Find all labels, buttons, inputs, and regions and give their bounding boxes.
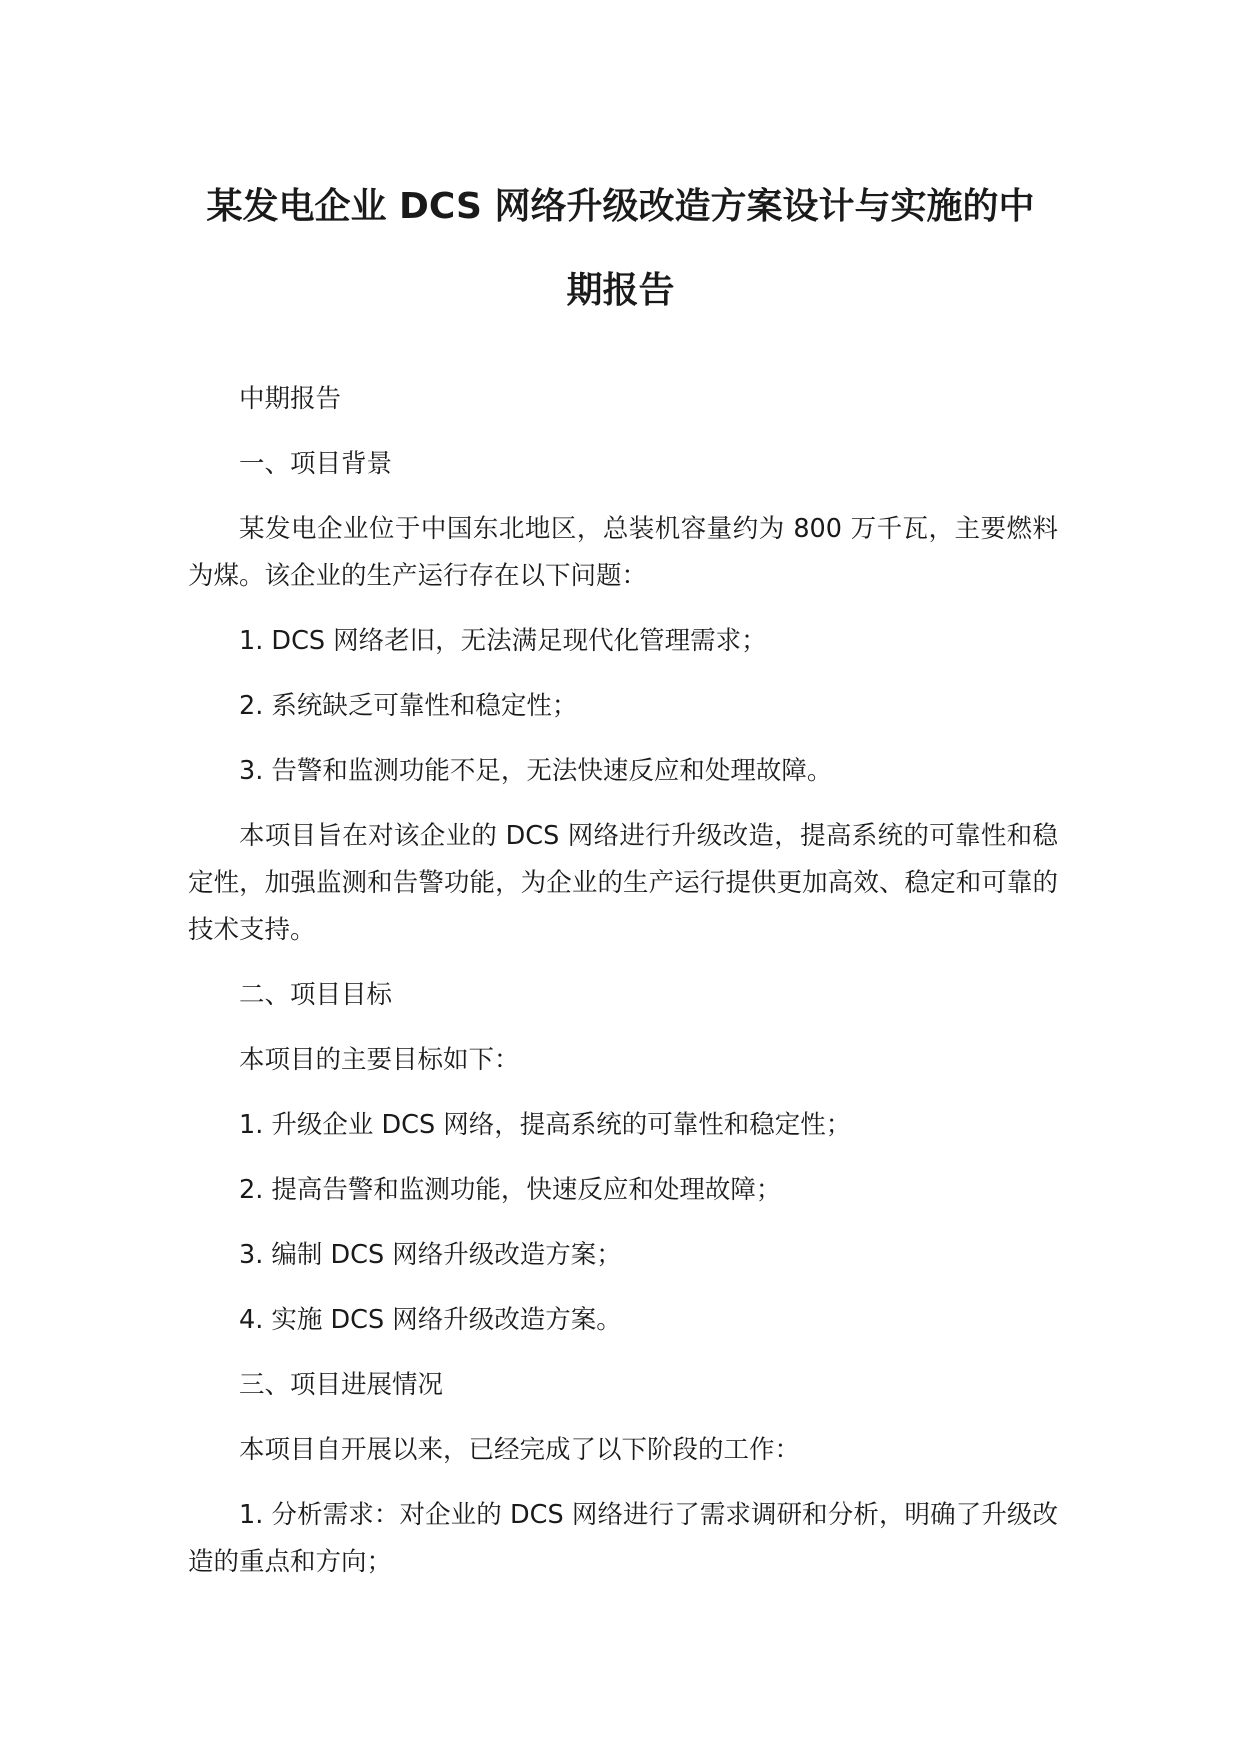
title-line-2: 期报告 [566,270,675,311]
list-item-progress-1: 1. 分析需求：对企业的 DCS 网络进行了需求调研和分析，明确了升级改造的重点和方向； [188,1500,1058,1577]
heading-project-background: 一、项目背景 [239,449,393,479]
list-item-goal-2: 2. 提高告警和监测功能，快速反应和处理故障； [239,1175,782,1205]
paragraph-background: 某发电企业位于中国东北地区，总装机容量约为 800 万千瓦，主要燃料为煤。该企业的生产运行存在以下问题： [188,514,1058,591]
paragraph-report-label: 中期报告 [239,384,342,414]
list-item-problem-3: 3. 告警和监测功能不足，无法快速反应和处理故障。 [239,756,833,786]
paragraph-project-purpose: 本项目旨在对该企业的 DCS 网络进行升级改造，提高系统的可靠性和稳定性，加强监测和告警功能，为企业的生产运行提供更加高效、稳定和可靠的技术支持。 [188,821,1058,945]
list-item-goal-3: 3. 编制 DCS 网络升级改造方案； [239,1240,622,1270]
heading-project-goals: 二、项目目标 [239,980,393,1010]
heading-project-progress: 三、项目进展情况 [239,1370,444,1400]
list-item-problem-2: 2. 系统缺乏可靠性和稳定性； [239,691,578,721]
document-title [150,165,1091,333]
document-body [188,376,1058,1604]
paragraph-progress-intro: 本项目自开展以来，已经完成了以下阶段的工作： [239,1435,801,1465]
title-line-1: 某发电企业 DCS 网络升级改造方案设计与实施的中 [206,186,1035,227]
list-item-goal-4: 4. 实施 DCS 网络升级改造方案。 [239,1305,622,1335]
paragraph-goals-intro: 本项目的主要目标如下： [239,1045,520,1075]
list-item-problem-1: 1. DCS 网络老旧，无法满足现代化管理需求； [239,626,767,656]
list-item-goal-1: 1. 升级企业 DCS 网络，提高系统的可靠性和稳定性； [239,1110,852,1140]
